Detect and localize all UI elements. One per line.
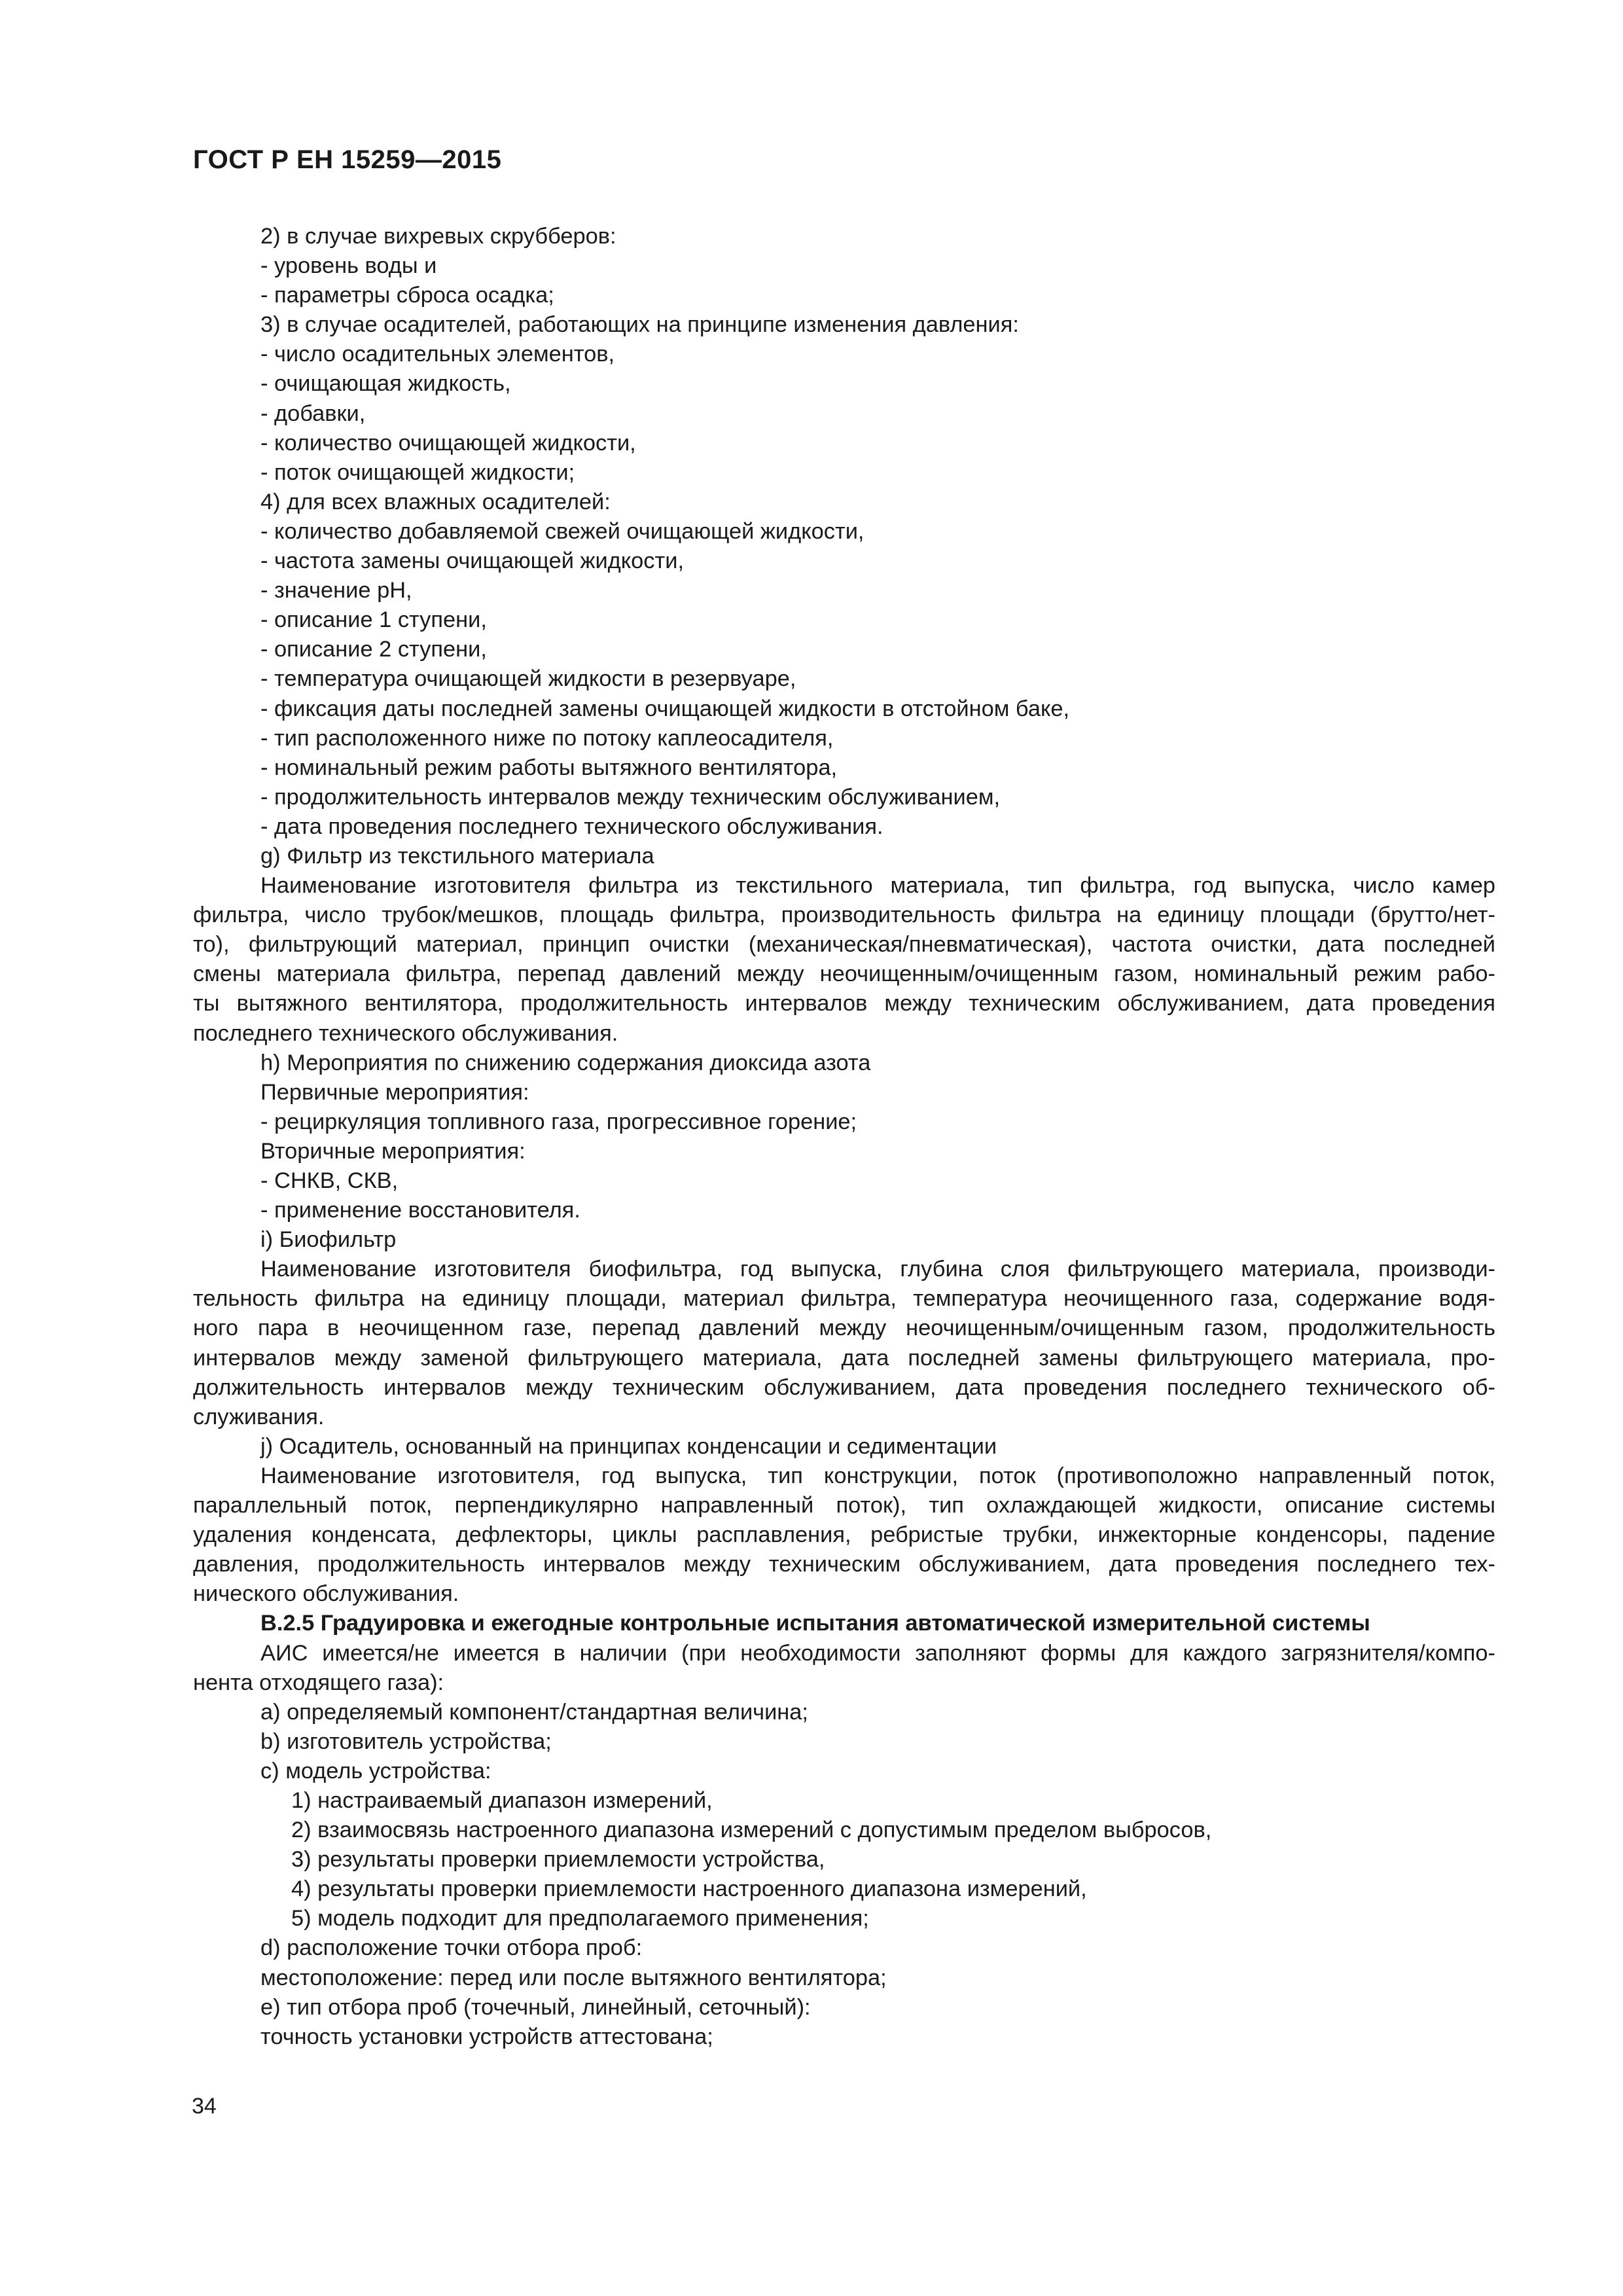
- text-line: b) изготовитель устройства;: [260, 1729, 552, 1754]
- section-heading-h: h) Мероприятия по снижению содержания диоксида азота: [260, 1050, 871, 1075]
- text-line: d) расположение точки отбора проб:: [260, 1935, 643, 1961]
- text-line: ного пара в неочищенном газе, перепад давлений между неочищенным/очищенным газом, продолжительность: [193, 1316, 1495, 1341]
- text-line: - описание 1 ступени,: [260, 607, 487, 633]
- text-line: a) определяемый компонент/стандартная величина;: [260, 1699, 808, 1725]
- text-line: e) тип отбора проб (точечный, линейный, сеточный):: [260, 1994, 811, 2020]
- text-line: Вторичные мероприятия:: [260, 1138, 526, 1164]
- text-line: c) модель устройства:: [260, 1758, 491, 1784]
- text-line: параллельный поток, перпендикулярно направленный поток), тип охлаждающей жидкости, описание системы: [193, 1493, 1495, 1518]
- text-line: - очищающая жидкость,: [260, 371, 511, 397]
- text-line: удаления конденсата, дефлекторы, циклы расплавления, ребристые трубки, инжекторные конденсоры, падение: [193, 1522, 1495, 1548]
- document-body: [193, 222, 1495, 2052]
- section-heading-j: j) Осадитель, основанный на принципах конденсации и седиментации: [260, 1433, 997, 1459]
- text-line: тельность фильтра на единицу площади, материал фильтра, температура неочищенного газа, содержание водя-: [193, 1286, 1495, 1312]
- text-line: - количество добавляемой свежей очищающей жидкости,: [260, 518, 865, 544]
- text-line: - поток очищающей жидкости;: [260, 459, 575, 485]
- text-line: интервалов между заменой фильтрующего материала, дата последней замены фильтрующего материала, про-: [193, 1345, 1495, 1371]
- text-line: последнего технического обслуживания.: [193, 1020, 618, 1046]
- text-line: - значение pH,: [260, 578, 412, 603]
- text-line: то), фильтрующий материал, принцип очистки (механическая/пневматическая), частота очистки, дата последней: [193, 932, 1495, 958]
- standard-code-header: ГОСТ Р ЕН 15259—2015: [193, 145, 502, 174]
- text-line: - число осадительных элементов,: [260, 342, 615, 367]
- text-line: - фиксация даты последней замены очищающей жидкости в отстойном баке,: [260, 696, 1070, 721]
- text-line: - температура очищающей жидкости в резервуаре,: [260, 666, 796, 692]
- text-line: - применение восстановителя.: [260, 1198, 580, 1223]
- text-line: - частота замены очищающей жидкости,: [260, 548, 685, 574]
- text-line: 2) взаимосвязь настроенного диапазона измерений с допустимым пределом выбросов,: [291, 1818, 1212, 1843]
- text-line: ты вытяжного вентилятора, продолжительность интервалов между техническим обслуживанием, дата проведения: [193, 991, 1495, 1016]
- text-line: 3) в случае осадителей, работающих на принципе изменения давления:: [260, 312, 1019, 338]
- text-line: смены материала фильтра, перепад давлений между неочищенным/очищенным газом, номинальный режим рабо-: [193, 961, 1495, 987]
- text-line: 1) настраиваемый диапазон измерений,: [291, 1787, 713, 1813]
- text-line: 4) для всех влажных осадителей:: [260, 489, 611, 514]
- text-line: - рециркуляция топливного газа, прогрессивное горение;: [260, 1109, 857, 1134]
- text-line: Наименование изготовителя фильтра из текстильного материала, тип фильтра, год выпуска, число камер: [260, 873, 1495, 899]
- text-line: - уровень воды и: [260, 253, 437, 279]
- text-line: - номинальный режим работы вытяжного вентилятора,: [260, 755, 838, 780]
- text-line: точность установки устройств аттестована;: [260, 2024, 713, 2049]
- text-line: - добавки,: [260, 401, 366, 426]
- text-line: АИС имеется/не имеется в наличии (при необходимости заполняют формы для каждого загрязнителя/компо-: [260, 1640, 1495, 1666]
- text-line: местоположение: перед или после вытяжного вентилятора;: [260, 1965, 887, 1990]
- text-line: - описание 2 ступени,: [260, 637, 487, 662]
- page-number: 34: [192, 2094, 217, 2119]
- text-line: 5) модель подходит для предполагаемого применения;: [291, 1906, 869, 1931]
- text-line: Первичные мероприятия:: [260, 1079, 529, 1105]
- text-line: - продолжительность интервалов между техническим обслуживанием,: [260, 784, 1001, 810]
- text-line: - тип расположенного ниже по потоку каплеосадителя,: [260, 725, 834, 751]
- text-line: - параметры сброса осадка;: [260, 283, 554, 308]
- section-heading-b25: В.2.5 Градуировка и ежегодные контрольные испытания автоматической измерительной системы: [260, 1611, 1370, 1636]
- text-line: должительность интервалов между техническим обслуживанием, дата проведения последнего технического об-: [193, 1374, 1495, 1400]
- text-line: служивания.: [193, 1404, 325, 1429]
- text-line: 4) результаты проверки приемлемости настроенного диапазона измерений,: [291, 1876, 1087, 1902]
- text-line: фильтра, число трубок/мешков, площадь фильтра, производительность фильтра на единицу площади (брутто/нет-: [193, 903, 1495, 928]
- text-line: - дата проведения последнего технического обслуживания.: [260, 814, 883, 839]
- text-line: 3) результаты проверки приемлемости устройства,: [291, 1847, 825, 1873]
- text-line: давления, продолжительность интервалов между техническим обслуживанием, дата проведения последнего тех-: [193, 1552, 1495, 1577]
- text-line: Наименование изготовителя, год выпуска, тип конструкции, поток (противоположно направленный поток,: [260, 1463, 1495, 1488]
- text-line: нического обслуживания.: [193, 1581, 459, 1607]
- text-line: - СНКВ, СКВ,: [260, 1168, 399, 1193]
- text-line: 2) в случае вихревых скрубберов:: [260, 224, 616, 249]
- text-line: нента отходящего газа):: [193, 1670, 444, 1695]
- section-heading-g: g) Фильтр из текстильного материала: [260, 843, 654, 869]
- section-heading-i: i) Биофильтр: [260, 1227, 397, 1253]
- text-line: Наименование изготовителя биофильтра, год выпуска, глубина слоя фильтрующего материала, производи-: [260, 1257, 1495, 1282]
- text-line: - количество очищающей жидкости,: [260, 430, 636, 456]
